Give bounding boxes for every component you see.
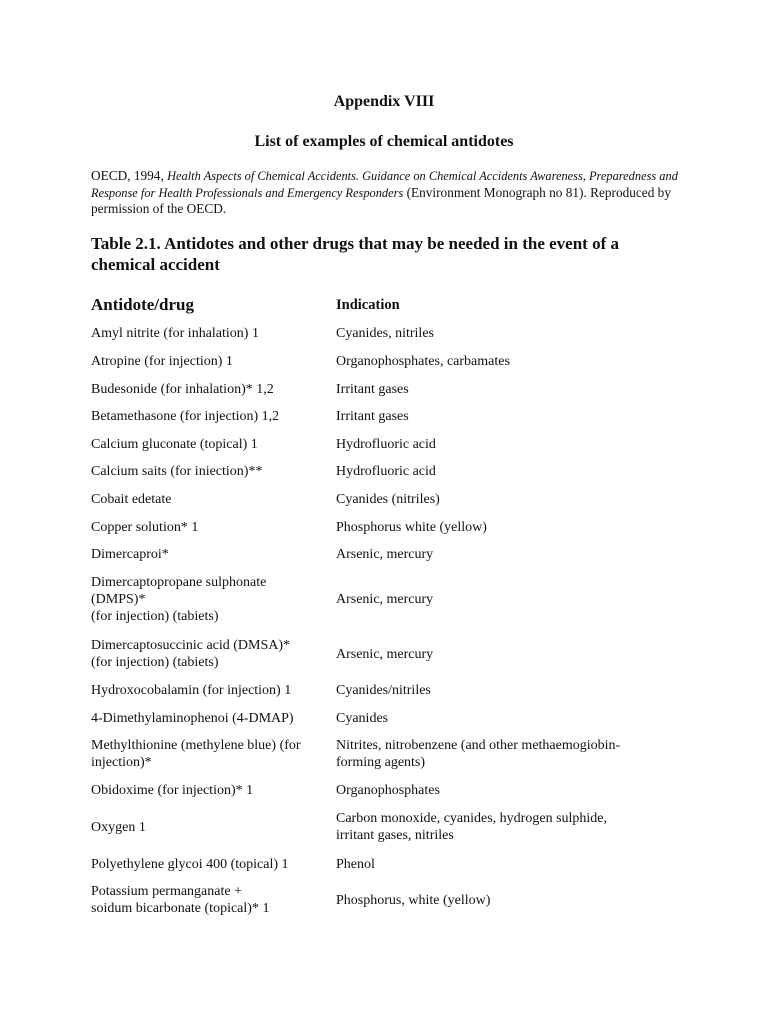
citation-suffix: (Environment Monograph no 81). Reproduced by permission of the OECD. [91,184,671,216]
table-cell-indication [336,810,676,844]
cell-line: Hydroxocobalamin (for injection) 1 [91,682,292,698]
cell-line: (for injection) (tabiets) [91,608,219,624]
table-cell-antidote [91,436,329,453]
column-header-antidote: Antidote/drug [91,295,194,314]
table-cell-indication [336,546,676,563]
cell-line: Polyethylene glycoi 400 (topical) 1 [91,856,289,872]
table-cell-antidote [91,710,329,727]
cell-line: Calcium saits (for iniection)** [91,463,263,479]
table-cell-antidote [91,819,329,836]
cell-line: Phosphorus white (yellow) [336,519,487,535]
table-cell-indication [336,519,676,536]
table-cell-antidote [91,408,329,425]
cell-line: Cyanides, nitriles [336,325,434,341]
cell-line: Potassium permanganate + [91,884,242,899]
cell-line: Irritant gases [336,381,409,397]
table-cell-indication [336,408,676,425]
table-cell-antidote [91,682,329,699]
cell-line: (for injection) (tabiets) [91,655,219,670]
column-header-indication: Indication [336,297,400,313]
cell-line: Hydrofluoric acid [336,463,436,479]
table-cell-indication [336,682,676,699]
table-cell-indication [336,436,676,453]
table-cell-antidote [91,491,329,508]
table-cell-indication [336,892,676,909]
cell-line: Arsenic, mercury [336,546,434,562]
cell-line: injection)* [91,755,152,770]
table-cell-indication [336,353,676,370]
table-cell-indication [336,782,676,799]
cell-line: 4-Dimethylaminophenoi (4-DMAP) [91,710,294,726]
cell-line: Amyl nitrite (for inhalation) 1 [91,325,259,341]
cell-line: Dimercaptopropane sulphonate [91,574,267,590]
cell-line: Arsenic, mercury [336,646,434,662]
cell-line: Cobait edetate [91,491,172,507]
table-cell-antidote [91,883,329,917]
table-cell-antidote [91,856,329,873]
table-caption: Table 2.1. Antidotes and other drugs that may be needed in the event of a chemical accident [91,234,619,274]
appendix-title: Appendix VIII [333,93,435,110]
cell-line: Hydrofluoric acid [336,436,436,452]
cell-line: Organophosphates, carbamates [336,353,510,369]
citation-title: Health Aspects of Chemical Accidents. Guidance on Chemical Accidents Awareness, Preparedness and Response for Health Professionals and Emergency Responders [91,169,678,200]
cell-line: Oxygen 1 [91,819,146,835]
cell-line: Phosphorus, white (yellow) [336,892,491,908]
table-cell-antidote [91,737,329,771]
cell-line: Obidoxime (for injection)* 1 [91,782,254,798]
table-cell-indication [336,856,676,873]
cell-line: Methylthionine (methylene blue) (for [91,738,301,753]
cell-line: Irritant gases [336,408,409,424]
cell-line: Atropine (for injection) 1 [91,353,233,369]
cell-line: (DMPS)* [91,591,146,607]
cell-line: Arsenic, mercury [336,591,434,607]
cell-line: Copper solution* 1 [91,519,199,535]
cell-line: Dimercaptosuccinic acid (DMSA)* [91,638,291,653]
cell-line: forming agents) [336,755,426,770]
table-cell-antidote [91,463,329,480]
table-cell-antidote [91,353,329,370]
table-cell-indication [336,591,676,608]
table-cell-indication [336,646,676,663]
table-cell-antidote [91,782,329,799]
cell-line: Calcium gluconate (topical) 1 [91,436,258,452]
cell-line: Organophosphates [336,782,440,798]
cell-line: Cyanides [336,710,389,726]
table-cell-indication [336,491,676,508]
cell-line: Cyanides (nitriles) [336,491,440,507]
table-cell-indication [336,325,676,342]
table-cell-antidote [91,519,329,536]
table-cell-antidote [91,325,329,342]
table-cell-antidote [91,574,329,625]
table-cell-indication [336,710,676,727]
list-title: List of examples of chemical antidotes [254,133,514,150]
cell-line: Phenol [336,856,375,872]
cell-line: Budesonide (for inhalation)* 1,2 [91,381,274,397]
cell-line: Nitrites, nitrobenzene (and other methaemogiobin- [336,738,621,753]
cell-line: irritant gases, nitriles [336,828,454,843]
table-cell-antidote [91,546,329,563]
cell-line: Betamethasone (for injection) 1,2 [91,408,280,424]
cell-line: Carbon monoxide, cyanides, hydrogen sulphide, [336,811,608,826]
cell-line: Cyanides/nitriles [336,682,431,698]
table-cell-indication [336,463,676,480]
table-cell-antidote [91,381,329,398]
cell-line: soidum bicarbonate (topical)* 1 [91,901,270,916]
table-cell-antidote [91,637,329,671]
table-cell-indication [336,737,676,771]
cell-line: Dimercaproi* [91,546,169,562]
citation-prefix: OECD, 1994, [91,168,168,183]
table-cell-indication [336,381,676,398]
